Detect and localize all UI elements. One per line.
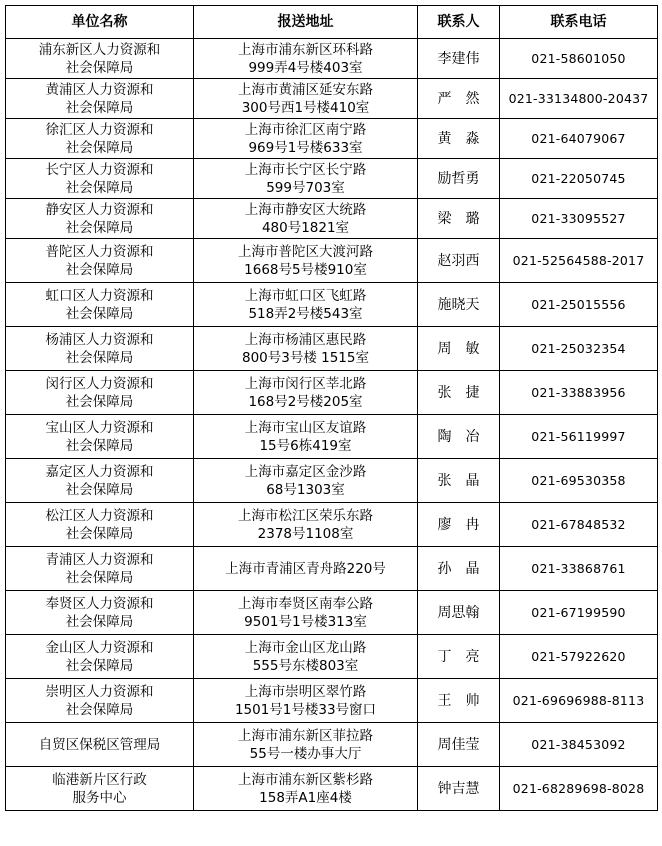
table-row [6, 547, 658, 591]
unit-name-cell-line: 临港新片区行政 [52, 771, 147, 788]
address-cell [194, 239, 418, 283]
phone-cell: 021-67199590 [500, 591, 658, 635]
unit-name-cell-line: 崇明区人力资源和 [45, 683, 154, 700]
phone-cell: 021-68289698-8028 [500, 767, 658, 811]
address-cell-line: 上海市闵行区莘北路 [244, 375, 367, 392]
unit-name-cell [6, 371, 194, 415]
table-row [6, 635, 658, 679]
table-row [6, 239, 658, 283]
phone-cell: 021-56119997 [500, 415, 658, 459]
contact-person-cell: 周佳莹 [418, 723, 500, 767]
address-cell-line: 上海市虹口区飞虹路 [244, 287, 367, 304]
address-cell [194, 767, 418, 811]
address-cell [194, 327, 418, 371]
phone-cell: 021-64079067 [500, 119, 658, 159]
unit-name-cell-line: 服务中心 [72, 789, 127, 806]
phone-cell: 021-57922620 [500, 635, 658, 679]
address-cell-line: 上海市浦东新区紫杉路 [238, 771, 373, 788]
address-cell-line: 300号西1号楼410室 [241, 99, 370, 116]
unit-name-cell-line: 社会保障局 [65, 569, 134, 586]
address-cell [194, 283, 418, 327]
header-unit: 单位名称 [6, 6, 194, 39]
contact-person-cell: 丁 亮 [418, 635, 500, 679]
contact-person-cell: 李建伟 [418, 39, 500, 79]
unit-name-cell-line: 徐汇区人力资源和 [45, 121, 154, 138]
phone-cell: 021-52564588-2017 [500, 239, 658, 283]
table-row [6, 591, 658, 635]
address-cell [194, 591, 418, 635]
phone-cell: 021-33883956 [500, 371, 658, 415]
contact-person-cell: 梁 璐 [418, 199, 500, 239]
phone-cell: 021-69530358 [500, 459, 658, 503]
table-row [6, 503, 658, 547]
unit-name-cell [6, 79, 194, 119]
contact-person-cell: 钟吉慧 [418, 767, 500, 811]
address-cell [194, 503, 418, 547]
unit-name-cell-line: 社会保障局 [65, 393, 134, 410]
phone-cell: 021-38453092 [500, 723, 658, 767]
contact-person-cell: 孙 晶 [418, 547, 500, 591]
table-row [6, 199, 658, 239]
unit-name-cell-line: 浦东新区人力资源和 [38, 41, 161, 58]
address-cell [194, 547, 418, 591]
unit-name-cell [6, 239, 194, 283]
unit-name-cell [6, 327, 194, 371]
table-row [6, 679, 658, 723]
contact-person-cell: 赵羽西 [418, 239, 500, 283]
address-cell-line: 999弄4号楼403室 [248, 59, 363, 76]
address-cell [194, 635, 418, 679]
address-cell-line: 上海市长宁区长宁路 [244, 161, 367, 178]
unit-name-cell-line: 社会保障局 [65, 219, 134, 236]
address-cell-line: 上海市浦东新区环科路 [238, 41, 373, 58]
unit-name-cell-line: 社会保障局 [65, 139, 134, 156]
address-cell [194, 371, 418, 415]
unit-name-cell-line: 青浦区人力资源和 [45, 551, 154, 568]
contact-person-cell: 王 帅 [418, 679, 500, 723]
address-cell-line: 上海市崇明区翠竹路 [244, 683, 367, 700]
address-cell-line: 555号东楼803室 [252, 657, 359, 674]
unit-name-cell [6, 159, 194, 199]
phone-cell: 021-33868761 [500, 547, 658, 591]
address-cell-line: 9501号1号楼313室 [244, 613, 367, 630]
phone-cell: 021-33095527 [500, 199, 658, 239]
unit-name-cell-line: 社会保障局 [65, 701, 134, 718]
phone-cell: 021-22050745 [500, 159, 658, 199]
address-cell-line: 800号3号楼 1515室 [241, 349, 369, 366]
address-cell [194, 679, 418, 723]
unit-name-cell [6, 119, 194, 159]
table-row [6, 415, 658, 459]
header-phone: 联系电话 [500, 6, 658, 39]
contact-person-cell: 励哲勇 [418, 159, 500, 199]
unit-name-cell-line: 松江区人力资源和 [45, 507, 154, 524]
table-row [6, 119, 658, 159]
unit-name-cell [6, 415, 194, 459]
table-body [6, 39, 658, 811]
unit-name-cell-line: 社会保障局 [65, 657, 134, 674]
address-cell [194, 459, 418, 503]
unit-name-cell-line: 虹口区人力资源和 [45, 287, 154, 304]
table-row [6, 39, 658, 79]
contact-person-cell: 张 捷 [418, 371, 500, 415]
unit-name-cell-line: 杨浦区人力资源和 [45, 331, 154, 348]
unit-name-cell-line: 社会保障局 [65, 305, 134, 322]
table-row [6, 767, 658, 811]
unit-name-cell-line: 社会保障局 [65, 613, 134, 630]
address-cell [194, 119, 418, 159]
unit-name-cell-line: 社会保障局 [65, 349, 134, 366]
address-cell-line: 518弄2号楼543室 [248, 305, 363, 322]
address-cell-line: 55号一楼办事大厅 [249, 745, 362, 762]
phone-cell: 021-67848532 [500, 503, 658, 547]
contact-person-cell: 陶 冶 [418, 415, 500, 459]
address-cell-line: 480号1821室 [261, 219, 350, 236]
unit-name-cell [6, 39, 194, 79]
address-cell-line: 599号703室 [266, 179, 345, 196]
unit-name-cell-line: 社会保障局 [65, 59, 134, 76]
unit-name-cell-line: 闵行区人力资源和 [45, 375, 154, 392]
unit-name-cell-line: 社会保障局 [65, 437, 134, 454]
header-row [6, 6, 658, 39]
contact-person-cell: 周思翰 [418, 591, 500, 635]
unit-name-cell-line: 社会保障局 [65, 481, 134, 498]
unit-name-cell-line: 嘉定区人力资源和 [45, 463, 154, 480]
unit-name-cell [6, 635, 194, 679]
address-cell-line: 上海市松江区荣乐东路 [238, 507, 373, 524]
address-cell [194, 723, 418, 767]
address-cell [194, 415, 418, 459]
address-cell-line: 15号6栋419室 [259, 437, 352, 454]
unit-name-cell [6, 199, 194, 239]
phone-cell: 021-58601050 [500, 39, 658, 79]
address-cell-line: 969号1号楼633室 [248, 139, 363, 156]
address-cell-line: 2378号1108室 [257, 525, 354, 542]
unit-name-cell [6, 283, 194, 327]
unit-name-cell [6, 459, 194, 503]
phone-cell: 021-25015556 [500, 283, 658, 327]
address-cell [194, 79, 418, 119]
address-cell-line: 上海市徐汇区南宁路 [244, 121, 367, 138]
unit-name-cell [6, 503, 194, 547]
unit-name-cell [6, 547, 194, 591]
address-cell [194, 39, 418, 79]
address-cell-line: 上海市静安区大统路 [244, 201, 367, 218]
address-cell-line: 上海市普陀区大渡河路 [238, 243, 373, 260]
unit-name-cell-line: 静安区人力资源和 [45, 201, 154, 218]
address-cell-line: 1501号1号楼33号窗口 [234, 701, 377, 718]
table-row [6, 283, 658, 327]
unit-name-cell-line: 社会保障局 [65, 99, 134, 116]
unit-name-cell-line: 社会保障局 [65, 179, 134, 196]
unit-name-cell-line: 金山区人力资源和 [45, 639, 154, 656]
unit-name-cell-line: 自贸区保税区管理局 [38, 736, 161, 753]
address-cell [194, 159, 418, 199]
table-row [6, 371, 658, 415]
header-contact: 联系人 [418, 6, 500, 39]
table-row [6, 459, 658, 503]
address-cell-line: 68号1303室 [266, 481, 345, 498]
address-cell-line: 上海市嘉定区金沙路 [244, 463, 367, 480]
address-cell-line: 上海市宝山区友谊路 [244, 419, 367, 436]
unit-name-cell-line: 社会保障局 [65, 525, 134, 542]
address-cell-line: 1668号5号楼910室 [244, 261, 367, 278]
contact-person-cell: 黄 淼 [418, 119, 500, 159]
address-cell-line: 上海市奉贤区南奉公路 [238, 595, 373, 612]
phone-cell: 021-25032354 [500, 327, 658, 371]
unit-name-cell [6, 679, 194, 723]
table-row [6, 159, 658, 199]
contact-person-cell: 施晓天 [418, 283, 500, 327]
address-cell-line: 上海市杨浦区惠民路 [244, 331, 367, 348]
unit-name-cell [6, 767, 194, 811]
table-row [6, 79, 658, 119]
unit-name-cell-line: 黄浦区人力资源和 [45, 81, 154, 98]
contact-person-cell: 周 敏 [418, 327, 500, 371]
table-row [6, 327, 658, 371]
contact-person-cell: 严 然 [418, 79, 500, 119]
unit-name-cell-line: 社会保障局 [65, 261, 134, 278]
address-cell-line: 上海市青浦区青舟路220号 [225, 560, 386, 577]
header-address: 报送地址 [194, 6, 418, 39]
contact-person-cell: 张 晶 [418, 459, 500, 503]
phone-cell: 021-69696988-8113 [500, 679, 658, 723]
address-cell-line: 158弄A1座4楼 [259, 789, 352, 806]
address-cell-line: 上海市金山区龙山路 [244, 639, 367, 656]
phone-cell: 021-33134800-20437 [500, 79, 658, 119]
address-cell-line: 168号2号楼205室 [248, 393, 363, 410]
unit-name-cell-line: 宝山区人力资源和 [45, 419, 154, 436]
unit-name-cell-line: 普陀区人力资源和 [45, 243, 154, 260]
contact-table [5, 5, 658, 811]
unit-name-cell [6, 723, 194, 767]
table-row [6, 723, 658, 767]
unit-name-cell-line: 奉贤区人力资源和 [45, 595, 154, 612]
unit-name-cell [6, 591, 194, 635]
address-cell [194, 199, 418, 239]
address-cell-line: 上海市浦东新区菲拉路 [238, 727, 373, 744]
unit-name-cell-line: 长宁区人力资源和 [45, 161, 154, 178]
contact-person-cell: 廖 冉 [418, 503, 500, 547]
address-cell-line: 上海市黄浦区延安东路 [238, 81, 373, 98]
